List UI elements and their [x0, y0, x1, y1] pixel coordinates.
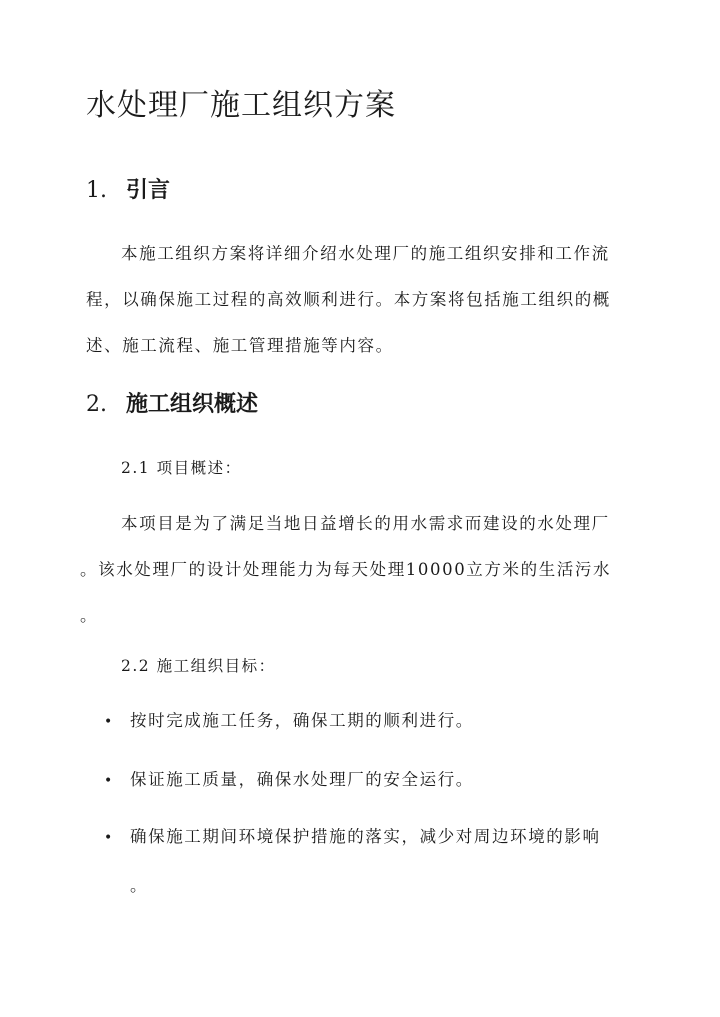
- document-title: 水处理厂施工组织方案: [86, 88, 396, 123]
- section-1-number: 1.: [86, 178, 107, 203]
- bullet-text: 确保施工期间环境保护措施的落实，减少对周边环境的影响: [130, 827, 601, 846]
- bullet-marker: •: [104, 830, 114, 846]
- paragraph-line: 本施工组织方案将详细介绍水处理厂的施工组织安排和工作流: [121, 244, 610, 263]
- subsection-2-1-label: 2.1 项目概述：: [121, 459, 242, 477]
- subsection-2-2-label: 2.2 施工组织目标：: [121, 657, 276, 675]
- paragraph-line: 述、施工流程、施工管理措施等内容。: [86, 336, 394, 355]
- bullet-text: 保证施工质量，确保水处理厂的安全运行。: [130, 770, 474, 789]
- bullet-continuation: 。: [130, 876, 149, 895]
- section-1-heading: [86, 174, 170, 207]
- section-1-paragraph: [86, 236, 634, 364]
- bullet-marker: •: [104, 773, 114, 789]
- paragraph-line: 。该水处理厂的设计处理能力为每天处理10000立方米的生活污水: [80, 560, 612, 579]
- paragraph-line: 本项目是为了满足当地日益增长的用水需求而建设的水处理厂: [121, 514, 610, 533]
- section-2-number: 2.: [86, 392, 107, 417]
- section-1-title: 引言: [126, 177, 171, 203]
- paragraph-line: 。: [80, 606, 99, 625]
- bullet-marker: •: [104, 714, 114, 730]
- bullet-item: [104, 702, 644, 741]
- bullet-text: 按时完成施工任务，确保工期的顺利进行。: [130, 711, 474, 730]
- section-2-title: 施工组织概述: [126, 391, 259, 417]
- section-2-heading: [86, 388, 258, 421]
- bullet-item: [104, 818, 644, 905]
- bullet-item: [104, 761, 644, 800]
- section-2-1-paragraph: [80, 506, 634, 634]
- paragraph-line: 程，以确保施工过程的高效顺利进行。本方案将包括施工组织的概: [86, 290, 611, 309]
